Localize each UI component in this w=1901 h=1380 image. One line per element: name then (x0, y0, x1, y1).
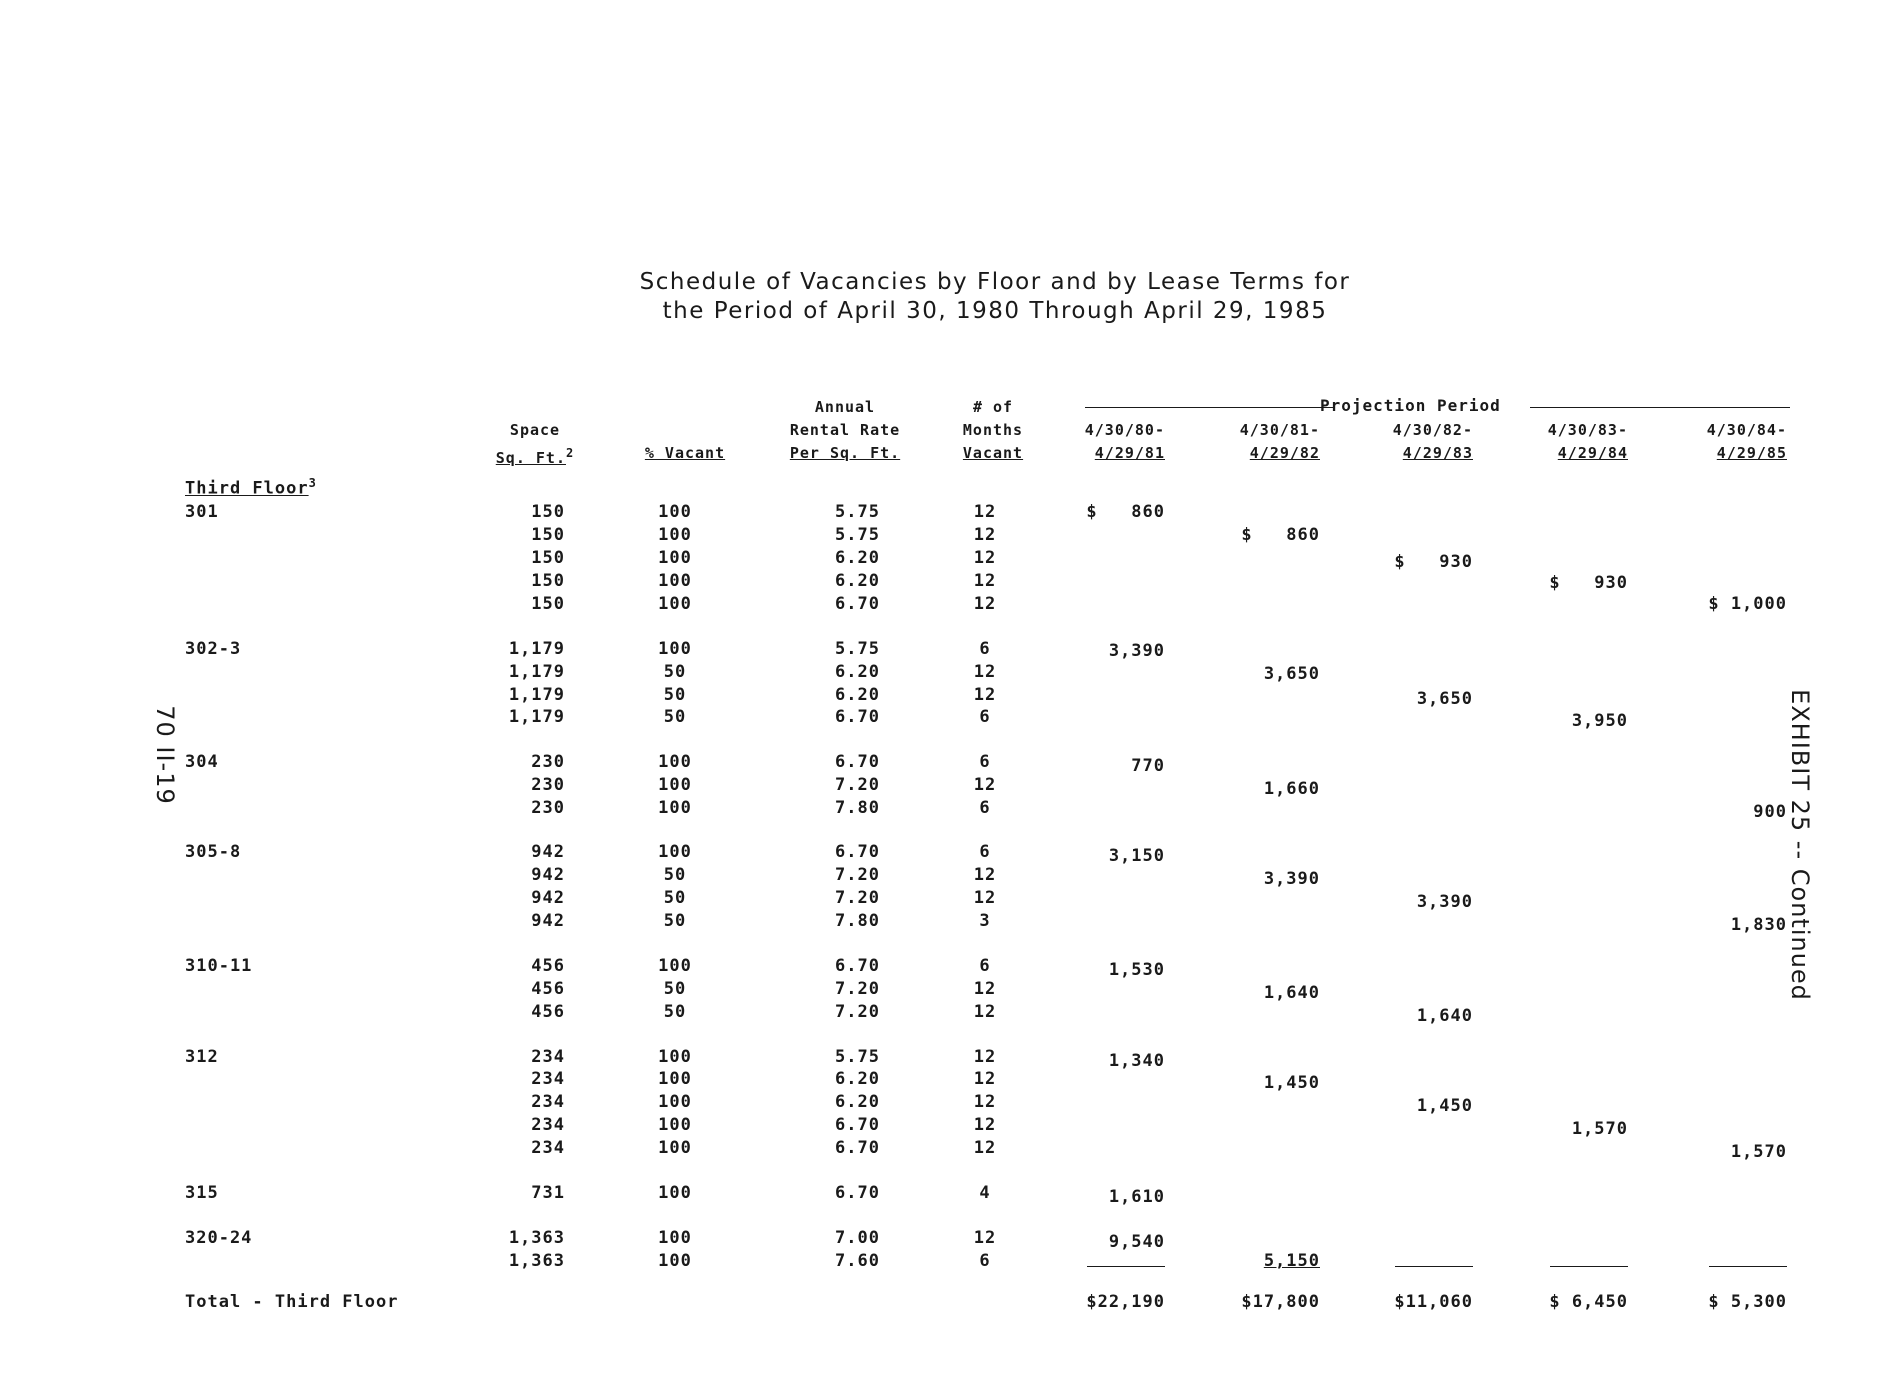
rate-cell: 7.20 (835, 1002, 880, 1022)
total-value: $17,800 (1241, 1292, 1320, 1312)
sqft-cell: 234 (531, 1115, 565, 1135)
sqft-cell: 456 (531, 979, 565, 999)
sqft-cell: 234 (531, 1047, 565, 1067)
rate-cell: 6.20 (835, 1069, 880, 1089)
vacant-cell: 100 (658, 571, 692, 591)
sqft-cell: 731 (531, 1183, 565, 1203)
months-cell: 12 (973, 502, 997, 522)
page-number: 70 II-19 (151, 705, 179, 805)
total-value: $22,190 (1086, 1292, 1165, 1312)
months-cell: 12 (973, 1228, 997, 1248)
vacant-cell: 100 (658, 594, 692, 614)
rate-cell: 6.70 (835, 707, 880, 727)
vacant-cell: 100 (658, 1251, 692, 1271)
months-cell: 12 (973, 1115, 997, 1135)
months-cell: 3 (979, 911, 991, 931)
sqft-cell: 234 (531, 1069, 565, 1089)
rate-cell: 7.20 (835, 775, 880, 795)
rate-cell: 6.20 (835, 548, 880, 568)
total-rule (1087, 1266, 1165, 1267)
months-cell: 12 (973, 888, 997, 908)
amount-cell: 770 (1131, 756, 1165, 776)
period-start: 4/30/80- (1084, 421, 1165, 439)
sqft-cell: 1,363 (508, 1251, 565, 1271)
section-label: Third Floor$^3$ (185, 476, 317, 499)
amount-cell: 1,640 (1263, 983, 1320, 1003)
sqft-cell: 150 (531, 571, 565, 591)
amount-cell: 1,450 (1263, 1073, 1320, 1093)
sqft-cell: 1,179 (508, 639, 565, 659)
months-cell: 12 (973, 865, 997, 885)
sqft-cell: 456 (531, 956, 565, 976)
months-cell: 6 (979, 956, 991, 976)
total-rule (1395, 1266, 1473, 1267)
sqft-cell: 942 (531, 865, 565, 885)
rate-cell: 5.75 (835, 502, 880, 522)
months-cell: 6 (979, 707, 991, 727)
rate-cell: 6.70 (835, 956, 880, 976)
sqft-cell: 942 (531, 842, 565, 862)
header-space: Space Sq. Ft.$^2$ (495, 421, 575, 467)
amount-cell: 1,570 (1571, 1119, 1628, 1139)
months-cell: 12 (973, 685, 997, 705)
header-months: # of Months Vacant (962, 398, 1024, 462)
sqft-cell: 1,363 (508, 1228, 565, 1248)
rate-cell: 7.80 (835, 798, 880, 818)
vacant-cell: 50 (663, 979, 687, 999)
sqft-cell: 230 (531, 775, 565, 795)
period-start: 4/30/83- (1547, 421, 1628, 439)
unit-label: 315 (185, 1183, 219, 1203)
vacant-cell: 50 (663, 1002, 687, 1022)
period-end: 4/29/85 (1716, 444, 1787, 462)
sqft-cell: 942 (531, 888, 565, 908)
vacant-cell: 100 (658, 1047, 692, 1067)
exhibit-label: EXHIBIT 25 -- Continued (1786, 689, 1814, 1001)
vacant-cell: 100 (658, 1183, 692, 1203)
rate-cell: 7.20 (835, 888, 880, 908)
amount-cell: $ 930 (1394, 552, 1473, 572)
vacant-cell: 50 (663, 685, 687, 705)
months-cell: 12 (973, 662, 997, 682)
rate-cell: 6.70 (835, 1115, 880, 1135)
sqft-cell: 1,179 (508, 685, 565, 705)
months-cell: 12 (973, 548, 997, 568)
rate-cell: 7.20 (835, 979, 880, 999)
rate-cell: 7.80 (835, 911, 880, 931)
projection-rule-right (1530, 407, 1790, 408)
months-cell: 12 (973, 525, 997, 545)
sqft-cell: 150 (531, 594, 565, 614)
sqft-cell: 230 (531, 798, 565, 818)
amount-cell: 3,390 (1263, 869, 1320, 889)
vacant-cell: 100 (658, 1138, 692, 1158)
unit-label: 320-24 (185, 1228, 253, 1248)
amount-cell: 3,650 (1263, 664, 1320, 684)
months-cell: 12 (973, 775, 997, 795)
rate-cell: 5.75 (835, 639, 880, 659)
months-cell: 12 (973, 1047, 997, 1067)
period-start: 4/30/84- (1706, 421, 1787, 439)
period-end: 4/29/81 (1094, 444, 1165, 462)
vacant-cell: 100 (658, 1069, 692, 1089)
rate-cell: 6.70 (835, 1183, 880, 1203)
vacant-cell: 50 (663, 888, 687, 908)
amount-cell: 3,150 (1108, 846, 1165, 866)
period-header-1 (1210, 419, 1320, 465)
vacant-cell: 100 (658, 956, 692, 976)
amount-cell: 3,390 (1108, 641, 1165, 661)
rate-cell: 7.00 (835, 1228, 880, 1248)
vacant-cell: 100 (658, 502, 692, 522)
months-cell: 12 (973, 1069, 997, 1089)
months-cell: 12 (973, 1092, 997, 1112)
unit-label: 304 (185, 752, 219, 772)
period-header-3 (1518, 419, 1628, 465)
rate-cell: 6.20 (835, 662, 880, 682)
vacant-cell: 50 (663, 707, 687, 727)
rate-cell: 6.20 (835, 685, 880, 705)
period-start: 4/30/81- (1239, 421, 1320, 439)
months-cell: 6 (979, 842, 991, 862)
projection-period-label: Projection Period (1320, 396, 1501, 415)
amount-cell: 1,570 (1730, 1142, 1787, 1162)
header-vacant: % Vacant (644, 444, 726, 462)
document-title (560, 268, 1430, 326)
sqft-cell: 942 (531, 911, 565, 931)
vacant-cell: 100 (658, 1228, 692, 1248)
sqft-cell: 1,179 (508, 662, 565, 682)
vacant-cell: 100 (658, 775, 692, 795)
total-rule (1709, 1266, 1787, 1267)
unit-label: 301 (185, 502, 219, 522)
projection-rule-left (1085, 407, 1333, 408)
rate-cell: 5.75 (835, 525, 880, 545)
rate-cell: 6.70 (835, 842, 880, 862)
amount-cell: 3,950 (1571, 711, 1628, 731)
months-cell: 12 (973, 979, 997, 999)
amount-cell: 1,830 (1730, 915, 1787, 935)
months-cell: 12 (973, 1138, 997, 1158)
vacant-cell: 50 (663, 865, 687, 885)
period-end: 4/29/83 (1402, 444, 1473, 462)
title-line-1: Schedule of Vacancies by Floor and by Lease Terms for (639, 269, 1351, 295)
total-value: $ 5,300 (1708, 1292, 1787, 1312)
amount-cell: $ 860 (1241, 525, 1320, 545)
unit-label: 310-11 (185, 956, 253, 976)
unit-label: 312 (185, 1047, 219, 1067)
months-cell: 6 (979, 798, 991, 818)
sqft-cell: 150 (531, 525, 565, 545)
months-cell: 12 (973, 571, 997, 591)
rate-cell: 7.60 (835, 1251, 880, 1271)
header-rate: Annual Rental Rate Per Sq. Ft. (789, 398, 901, 462)
period-header-0 (1055, 419, 1165, 465)
period-start: 4/30/82- (1392, 421, 1473, 439)
rate-cell: 6.20 (835, 571, 880, 591)
months-cell: 12 (973, 594, 997, 614)
vacant-cell: 100 (658, 548, 692, 568)
months-cell: 6 (979, 1251, 991, 1271)
months-cell: 4 (979, 1183, 991, 1203)
rate-cell: 6.20 (835, 1092, 880, 1112)
sqft-cell: 150 (531, 548, 565, 568)
sqft-cell: 150 (531, 502, 565, 522)
amount-cell: 1,640 (1416, 1006, 1473, 1026)
rate-cell: 5.75 (835, 1047, 880, 1067)
vacant-cell: 100 (658, 1115, 692, 1135)
amount-cell: 3,390 (1416, 892, 1473, 912)
period-end: 4/29/82 (1249, 444, 1320, 462)
total-label: Total - Third Floor (185, 1292, 399, 1312)
sqft-cell: 1,179 (508, 707, 565, 727)
vacant-cell: 100 (658, 639, 692, 659)
amount-cell: $ 930 (1549, 573, 1628, 593)
amount-cell: 900 (1753, 802, 1787, 822)
months-cell: 12 (973, 1002, 997, 1022)
period-header-4 (1677, 419, 1787, 465)
period-header-2 (1363, 419, 1473, 465)
vacant-cell: 100 (658, 842, 692, 862)
amount-cell: 9,540 (1108, 1232, 1165, 1252)
amount-cell: 3,650 (1416, 689, 1473, 709)
rate-cell: 7.20 (835, 865, 880, 885)
unit-label: 302-3 (185, 639, 242, 659)
total-value: $11,060 (1394, 1292, 1473, 1312)
amount-cell: $ 860 (1086, 502, 1165, 522)
amount-cell: 1,450 (1416, 1096, 1473, 1116)
vacant-cell: 100 (658, 525, 692, 545)
sqft-cell: 234 (531, 1092, 565, 1112)
amount-cell: $ 1,000 (1708, 594, 1787, 614)
unit-label: 305-8 (185, 842, 242, 862)
amount-cell: 1,340 (1108, 1051, 1165, 1071)
sqft-cell: 234 (531, 1138, 565, 1158)
sqft-cell: 230 (531, 752, 565, 772)
vacant-cell: 100 (658, 798, 692, 818)
amount-cell: 1,660 (1263, 779, 1320, 799)
amount-cell: 1,530 (1108, 960, 1165, 980)
rate-cell: 6.70 (835, 752, 880, 772)
vacant-cell: 100 (658, 1092, 692, 1112)
rate-cell: 6.70 (835, 1138, 880, 1158)
total-value: $ 6,450 (1549, 1292, 1628, 1312)
vacant-cell: 100 (658, 752, 692, 772)
vacant-cell: 50 (663, 911, 687, 931)
months-cell: 6 (979, 639, 991, 659)
period-end: 4/29/84 (1557, 444, 1628, 462)
vacant-cell: 50 (663, 662, 687, 682)
sqft-cell: 456 (531, 1002, 565, 1022)
total-rule (1550, 1266, 1628, 1267)
amount-cell: 5,150 (1263, 1251, 1320, 1271)
months-cell: 6 (979, 752, 991, 772)
title-line-2: the Period of April 30, 1980 Through April 29, 1985 (662, 298, 1328, 324)
amount-cell: 1,610 (1108, 1187, 1165, 1207)
rate-cell: 6.70 (835, 594, 880, 614)
